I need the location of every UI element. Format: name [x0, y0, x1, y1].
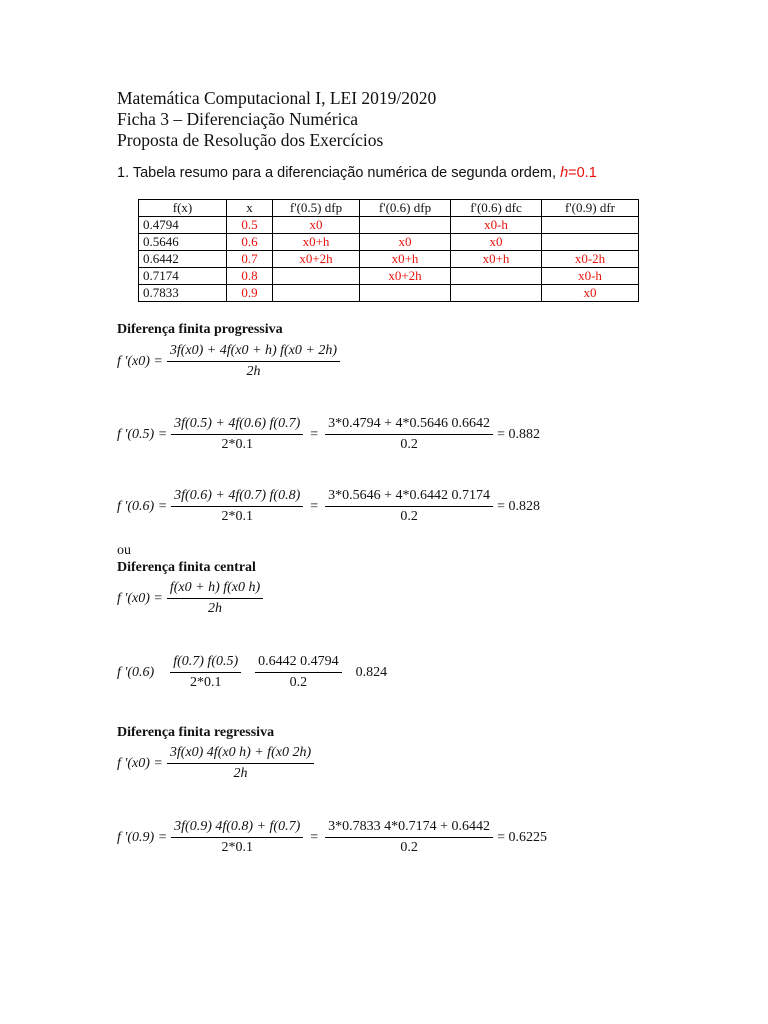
table-cell — [273, 285, 360, 302]
formula-lhs: f '(0.5) = — [117, 426, 168, 442]
table-cell: x0+2h — [273, 251, 360, 268]
fraction-numerator: 3f(0.5) + 4f(0.6) f(0.7) — [171, 416, 303, 435]
table-cell: 0.6 — [227, 234, 273, 251]
table-cell: x0 — [542, 285, 639, 302]
formula-result: = 0.828 — [497, 498, 540, 514]
formula-lhs: f '(0.6) = — [117, 498, 168, 514]
formula-lhs: f '(x0) = — [117, 755, 163, 771]
table-header-row — [139, 200, 639, 217]
fraction-denominator: 2h — [233, 766, 248, 781]
table-cell: 0.7 — [227, 251, 273, 268]
fraction-denominator: 0.2 — [400, 437, 418, 452]
fraction — [325, 819, 493, 856]
table-cell: 0.5646 — [139, 234, 227, 251]
table-cell: 0.7833 — [139, 285, 227, 302]
connector-ou: ou — [117, 543, 131, 558]
fraction-numerator: 3f(x0) 4f(x0 h) + f(x0 2h) — [167, 745, 314, 764]
table-cell: 0.9 — [227, 285, 273, 302]
table-header-cell: f'(0.6) dfc — [451, 200, 542, 217]
equals-sign: = — [310, 426, 319, 442]
formula-cent-general — [117, 580, 267, 617]
fraction — [171, 416, 303, 453]
exercise-intro — [117, 165, 597, 181]
intro-text: 1. Tabela resumo para a diferenciação numérica de segunda ordem, — [117, 165, 561, 181]
table-cell: 0.4794 — [139, 217, 227, 234]
fraction-numerator: 3f(x0) + 4f(x0 + h) f(x0 + 2h) — [167, 343, 340, 362]
document-title-line3: Proposta de Resolução dos Exercícios — [117, 130, 384, 150]
table-cell: x0-h — [542, 268, 639, 285]
table-header-cell: f'(0.5) dfp — [273, 200, 360, 217]
formula-result: 0.824 — [355, 664, 388, 680]
formula-prog-06 — [117, 488, 540, 525]
table-cell: 0.7174 — [139, 268, 227, 285]
formula-lhs: f '(0.9) = — [117, 829, 168, 845]
table-cell: x0 — [360, 234, 451, 251]
formula-lhs: f '(x0) = — [117, 590, 163, 606]
fraction-numerator: 3*0.5646 + 4*0.6442 0.7174 — [325, 488, 493, 507]
fraction-numerator: 3*0.4794 + 4*0.5646 0.6642 — [325, 416, 493, 435]
fraction-numerator: f(x0 + h) f(x0 h) — [167, 580, 263, 599]
fraction-denominator: 0.2 — [400, 509, 418, 524]
table-cell — [451, 285, 542, 302]
fraction-numerator: 0.6442 0.4794 — [255, 654, 342, 673]
equals-sign: = — [310, 498, 319, 514]
table-cell: 0.5 — [227, 217, 273, 234]
table-row — [139, 285, 639, 302]
section-heading-central: Diferença finita central — [117, 560, 256, 575]
table-cell: x0 — [273, 217, 360, 234]
equals-sign: = — [310, 829, 319, 845]
formula-reg-09 — [117, 819, 547, 856]
formula-result: = 0.882 — [497, 426, 540, 442]
fraction-denominator: 2h — [208, 601, 223, 616]
formula-lhs: f '(0.6) — [117, 664, 155, 680]
table-cell — [273, 268, 360, 285]
fraction-denominator: 2*0.1 — [221, 840, 253, 855]
fraction — [167, 343, 340, 380]
table-cell — [360, 217, 451, 234]
fraction-numerator: 3f(0.6) + 4f(0.7) f(0.8) — [171, 488, 303, 507]
formula-reg-general — [117, 745, 318, 782]
formula-result: = 0.6225 — [497, 829, 547, 845]
fraction-denominator: 2*0.1 — [189, 675, 222, 690]
formula-lhs: f '(x0) = — [117, 353, 163, 369]
document-title-line2: Ficha 3 – Diferenciação Numérica — [117, 109, 358, 129]
table-cell: x0+2h — [360, 268, 451, 285]
table-cell: x0+h — [451, 251, 542, 268]
table-cell: x0+h — [273, 234, 360, 251]
fraction — [255, 654, 342, 691]
table-cell: 0.8 — [227, 268, 273, 285]
table-cell: x0 — [451, 234, 542, 251]
section-heading-progressiva: Diferença finita progressiva — [117, 322, 283, 337]
table-row — [139, 217, 639, 234]
summary-table — [138, 199, 639, 302]
fraction-numerator: f(0.7) f(0.5) — [170, 654, 241, 673]
intro-h-value: =0.1 — [568, 165, 597, 181]
table-cell: x0-2h — [542, 251, 639, 268]
table-header-cell: f'(0.6) dfp — [360, 200, 451, 217]
table-row — [139, 234, 639, 251]
table-cell: 0.6442 — [139, 251, 227, 268]
fraction — [167, 580, 263, 617]
fraction-denominator: 2*0.1 — [221, 509, 253, 524]
fraction-numerator: 3*0.7833 4*0.7174 + 0.6442 — [325, 819, 493, 838]
table-cell: x0+h — [360, 251, 451, 268]
fraction-denominator: 2*0.1 — [221, 437, 253, 452]
table-cell — [542, 217, 639, 234]
intro-h-label: h — [560, 165, 569, 181]
fraction-denominator: 0.2 — [289, 675, 308, 690]
table-header-cell: x — [227, 200, 273, 217]
fraction — [171, 819, 303, 856]
table-row — [139, 268, 639, 285]
section-heading-regressiva: Diferença finita regressiva — [117, 725, 275, 740]
fraction — [167, 745, 314, 782]
fraction-denominator: 2h — [246, 364, 261, 379]
fraction — [325, 488, 493, 525]
formula-prog-05 — [117, 416, 540, 453]
fraction — [171, 488, 303, 525]
table-cell — [451, 268, 542, 285]
table-cell — [360, 285, 451, 302]
formula-prog-general — [117, 343, 344, 380]
table-cell — [542, 234, 639, 251]
fraction-denominator: 0.2 — [400, 840, 418, 855]
table-header-cell: f'(0.9) dfr — [542, 200, 639, 217]
fraction — [170, 654, 241, 691]
fraction-numerator: 3f(0.9) 4f(0.8) + f(0.7) — [171, 819, 303, 838]
table-header-cell: f(x) — [139, 200, 227, 217]
table-cell: x0-h — [451, 217, 542, 234]
formula-cent-06 — [117, 654, 387, 691]
fraction — [325, 416, 493, 453]
table-row — [139, 251, 639, 268]
document-title-line1: Matemática Computacional I, LEI 2019/2020 — [117, 88, 437, 108]
